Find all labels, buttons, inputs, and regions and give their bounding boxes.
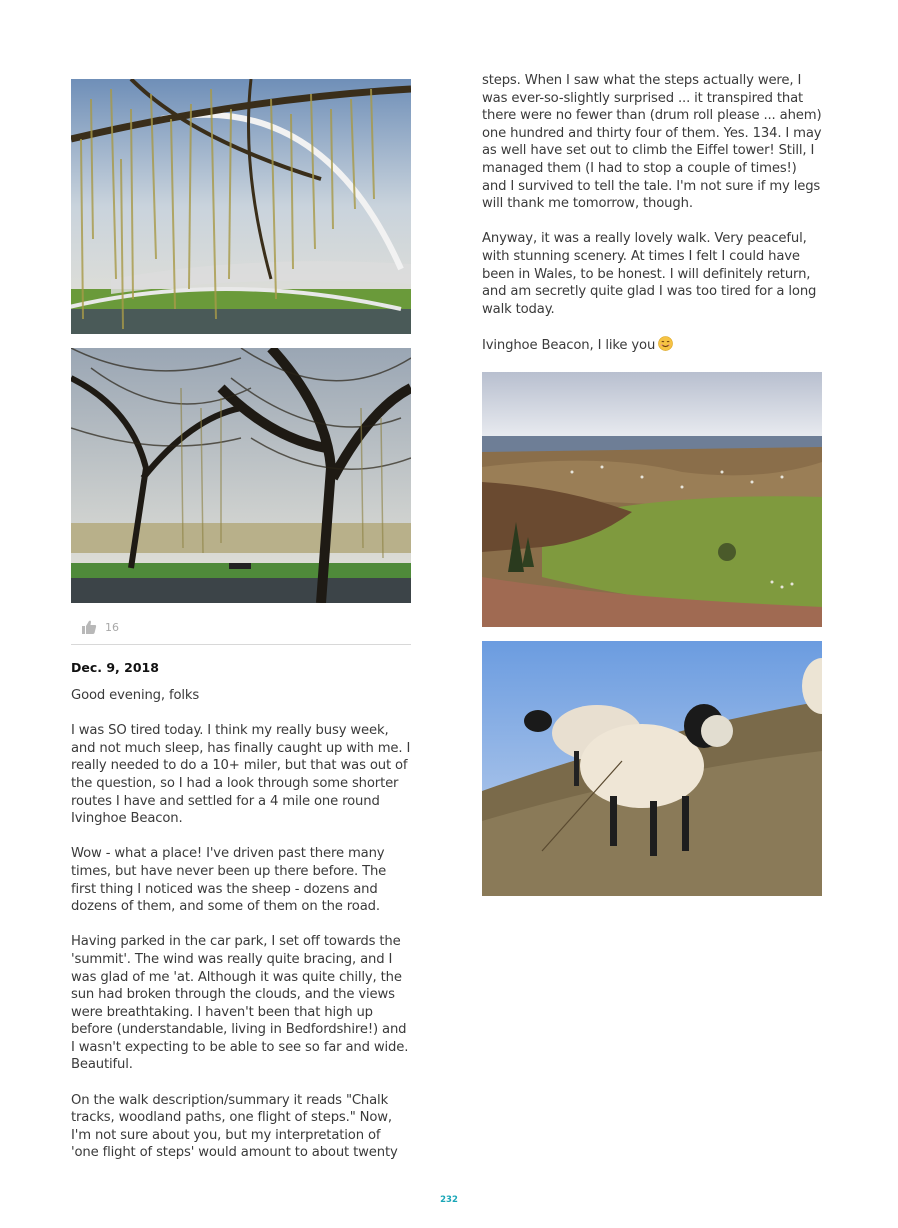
divider — [71, 644, 411, 645]
like-row — [71, 615, 411, 639]
thumbs-up-icon[interactable] — [81, 619, 97, 635]
post-paragraph: steps. When I saw what the steps actually were, I was ever-so-slightly surprised ... it transpired that there were no fewer than (drum roll please ... ahem) one hundred and thirty four of them. Yes. 134. I may as well have set out to climb the Eiffel tower! Still, I managed them (I had to stop a couple of times!) and I survived to tell the tale. I'm not sure if my legs will thank me tomorrow, though. — [482, 73, 822, 212]
photo-hills-landscape — [482, 372, 822, 627]
photo-willow-bridge — [71, 79, 411, 334]
smiling-face-emoji-icon — [658, 336, 673, 351]
post-paragraph: On the walk description/summary it reads "Chalk tracks, woodland paths, one flight of steps." Now, I'm not sure about you, but my interpretation of 'one flight of steps' would amount to about twenty — [71, 1092, 398, 1161]
post-date: Dec. 9, 2018 — [71, 660, 159, 675]
left-column — [71, 79, 411, 1180]
likes-count: 16 — [105, 620, 119, 634]
photo-sheep — [482, 641, 822, 896]
post-paragraph: Anyway, it was a really lovely walk. Very peaceful, with stunning scenery. At times I felt I could have been in Wales, to be honest. I will definitely return, and am secretly quite glad I was too tired for a long walk today. — [482, 231, 817, 317]
page-number: 232 — [440, 1195, 458, 1205]
post-closing — [482, 336, 824, 355]
post-paragraph: I was SO tired today. I think my really busy week, and not much sleep, has finally caught up with me. I really needed to do a 10+ miler, but that was out of the question, so I had a look through some shorter routes I have and settled for a 4 mile one round Ivinghoe Beacon. — [71, 723, 411, 827]
photo-willows-lake — [71, 348, 411, 603]
right-column — [482, 72, 824, 910]
post-paragraph: Having parked in the car park, I set off towards the 'summit'. The wind was really quite bracing, and I was glad of me 'at. Although it was quite chilly, the sun had broken through the clouds, and the views were breathtaking. I haven't been that high up before (understandable, living in Bedfordshire!) and I wasn't expecting to be able to see so far and wide. Beautiful. — [71, 934, 409, 1073]
post-paragraph: Wow - what a place! I've driven past there many times, but have never been up there before. The first thing I noticed was the sheep - dozens and dozens of them, and some of them on the road. — [71, 846, 387, 915]
post-greeting: Good evening, folks — [71, 688, 200, 703]
closing-text: Ivinghoe Beacon, I like you — [482, 337, 656, 353]
